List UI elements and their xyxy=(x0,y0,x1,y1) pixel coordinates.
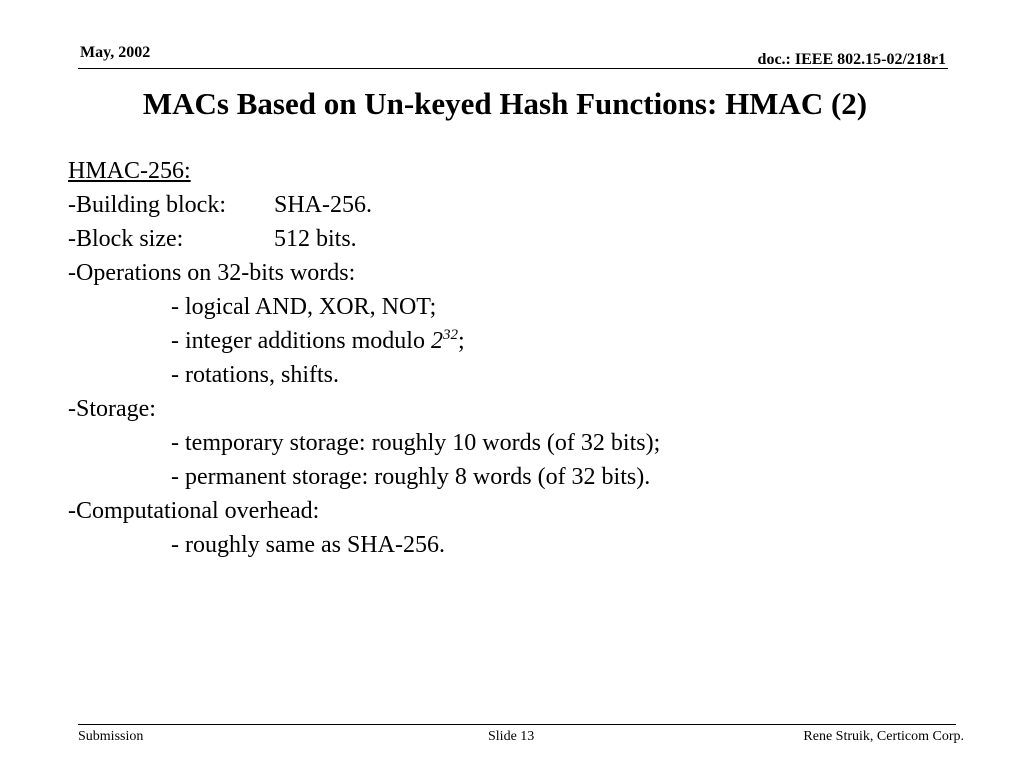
building-block-line xyxy=(68,188,968,222)
operations-label: -Operations on 32-bits words: xyxy=(68,260,356,286)
op-integer-prefix: - integer additions modulo xyxy=(171,328,431,354)
footer-slide-number: Slide 13 xyxy=(488,729,535,744)
footer-submission: Submission xyxy=(78,729,144,744)
op-integer-exponent: 32 xyxy=(442,327,458,343)
storage-temporary: - temporary storage: roughly 10 words (of 32 bits); xyxy=(171,430,661,456)
op-integer-line xyxy=(68,324,968,358)
slide-title: MACs Based on Un-keyed Hash Functions: HMAC (2) xyxy=(142,86,868,121)
op-logical: - logical AND, XOR, NOT; xyxy=(171,294,437,320)
building-block-label: -Building block: xyxy=(68,192,226,218)
block-size-value: 512 bits. xyxy=(274,226,357,252)
footer-author: Rene Struik, Certicom Corp. xyxy=(803,729,964,744)
block-size-label: -Block size: xyxy=(68,226,184,252)
header-doc-id: doc.: IEEE 802.15-02/218r1 xyxy=(757,51,946,68)
storage-label: -Storage: xyxy=(68,396,156,422)
overhead-label: -Computational overhead: xyxy=(68,498,320,524)
header-date: May, 2002 xyxy=(80,44,151,61)
op-rotations: - rotations, shifts. xyxy=(171,362,339,388)
header-divider xyxy=(78,68,948,69)
op-integer-suffix: ; xyxy=(457,328,465,354)
storage-permanent: - permanent storage: roughly 8 words (of 32 bits). xyxy=(171,464,651,490)
building-block-value: SHA-256. xyxy=(274,192,373,218)
block-size-line xyxy=(68,222,968,256)
op-integer-base: 2 xyxy=(430,328,443,354)
body-heading-line xyxy=(68,154,968,188)
overhead-value: - roughly same as SHA-256. xyxy=(171,532,445,558)
footer-divider xyxy=(78,724,956,725)
body-heading: HMAC-256: xyxy=(68,158,191,184)
slide-body xyxy=(68,154,968,562)
